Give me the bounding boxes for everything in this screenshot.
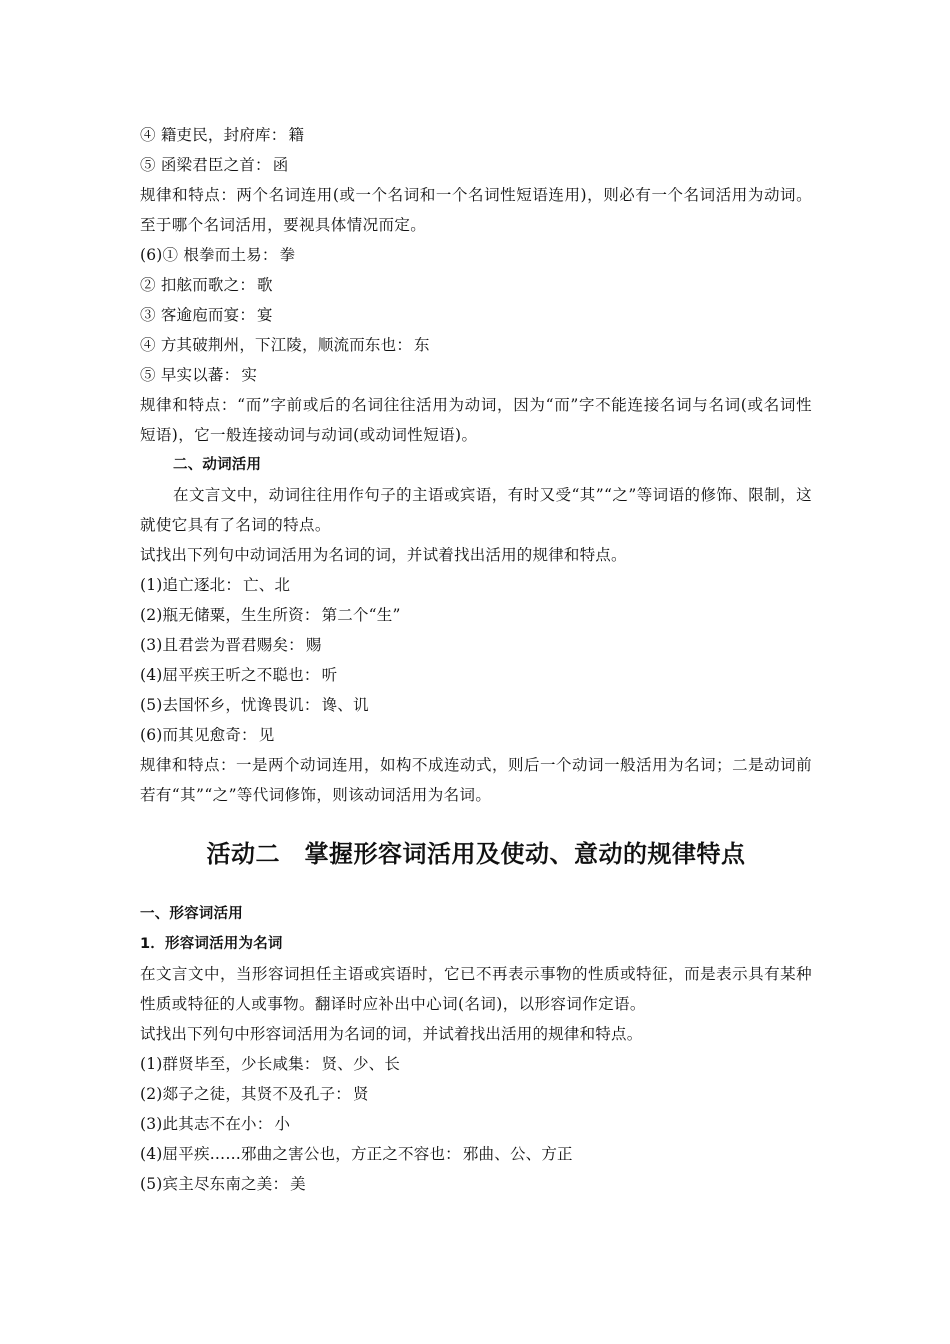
item-answer: 东 (414, 336, 430, 354)
item-question: (2)郯子之徒，其贤不及孔子： (140, 1085, 351, 1103)
item-answer: 见 (258, 726, 275, 744)
list-item (140, 570, 812, 600)
list-item (140, 240, 812, 270)
item-answer: 美 (290, 1175, 306, 1193)
list-item (140, 690, 812, 720)
item-answer: 籍 (288, 126, 305, 144)
item-answer: 亡、北 (243, 576, 291, 594)
item-answer: 贤 (352, 1085, 369, 1103)
list-item (140, 600, 812, 630)
item-question: (6)而其见愈奇： (140, 726, 257, 744)
list-item (140, 630, 812, 660)
intro-paragraph: 在文言文中，动词往往用作句子的主语或宾语，有时又受“其”“之”等词语的修饰、限制，这就使它具有了名词的特点。 (140, 486, 812, 534)
item-answer: 歌 (257, 276, 273, 294)
rule-paragraph: 规律和特点：一是两个动词连用，如构不成连动式，则后一个动词一般活用为名词；二是动词前若有“其”“之”等代词修饰，则该动词活用为名词。 (140, 756, 812, 804)
item-answer: 宴 (257, 306, 273, 324)
item-answer: 邪曲、公、方正 (462, 1145, 573, 1163)
item-question: ④ 籍吏民，封府库： (140, 126, 287, 144)
list-item (140, 1139, 812, 1169)
item-answer: 听 (321, 666, 338, 684)
item-question: ⑤ 早实以蕃： (140, 366, 240, 384)
rule-paragraph: 规律和特点：两个名词连用(或一个名词和一个名词性短语连用)，则必有一个名词活用为动词。至于哪个名词活用，要视具体情况而定。 (140, 186, 812, 234)
item-question: ④ 方其破荆州，下江陵，顺流而东也： (140, 336, 413, 354)
section-heading: 一、形容词活用 (140, 906, 243, 922)
item-answer: 赐 (305, 636, 322, 654)
list-item (140, 720, 812, 750)
intro-paragraph: 在文言文中，当形容词担任主语或宾语时，它已不再表示事物的性质或特征，而是表示具有某种性质或特征的人或事物。翻译时应补出中心词(名词)，以形容词作定语。 (140, 965, 812, 1013)
activity-title: 活动二 掌握形容词活用及使动、意动的规律特点 (206, 840, 746, 868)
item-question: (4)屈平疾王听之不聪也： (140, 666, 320, 684)
item-question: ③ 客逾庖而宴： (140, 306, 256, 324)
list-item (140, 1169, 812, 1199)
item-question: (2)瓶无储粟，生生所资： (140, 606, 320, 624)
task-instruction: 试找出下列句中动词活用为名词的词，并试着找出活用的规律和特点。 (140, 546, 627, 564)
item-question: (1)群贤毕至，少长咸集： (140, 1055, 320, 1073)
rule-paragraph: 规律和特点：“而”字前或后的名词往往活用为动词，因为“而”字不能连接名词与名词(或名词性短语)，它一般连接动词与动词(或动词性短语)。 (140, 396, 812, 444)
task-instruction: 试找出下列句中形容词活用为名词的词，并试着找出活用的规律和特点。 (140, 1025, 643, 1043)
item-question: (4)屈平疾……邪曲之害公也，方正之不容也： (140, 1145, 461, 1163)
list-item (140, 1109, 812, 1139)
item-answer: 拳 (279, 246, 296, 264)
item-question: ② 扣舷而歌之： (140, 276, 256, 294)
item-question: (5)去国怀乡，忧谗畏讥： (140, 696, 320, 714)
list-item (140, 330, 812, 360)
item-answer: 第二个“生” (321, 606, 401, 624)
list-item (140, 150, 812, 180)
item-answer: 小 (274, 1115, 291, 1133)
item-question: (1)追亡逐北： (140, 576, 242, 594)
item-question: (5)宾主尽东南之美： (140, 1175, 289, 1193)
list-item (140, 1049, 812, 1079)
item-answer: 贤、少、长 (321, 1055, 401, 1073)
item-answer: 函 (272, 156, 289, 174)
subsection-heading: 1．形容词活用为名词 (140, 936, 283, 952)
section-heading: 二、动词活用 (173, 457, 262, 473)
item-question: ⑤ 函梁君臣之首： (140, 156, 271, 174)
item-answer: 实 (241, 366, 258, 384)
list-item (140, 300, 812, 330)
item-question: (6)① 根拳而土易： (140, 246, 278, 264)
item-question: (3)此其志不在小： (140, 1115, 273, 1133)
item-question: (3)且君尝为晋君赐矣： (140, 636, 304, 654)
document-body (140, 120, 812, 1199)
list-item (140, 120, 812, 150)
list-item (140, 360, 812, 390)
list-item (140, 270, 812, 300)
item-answer: 谗、讥 (321, 696, 369, 714)
list-item (140, 660, 812, 690)
list-item (140, 1079, 812, 1109)
